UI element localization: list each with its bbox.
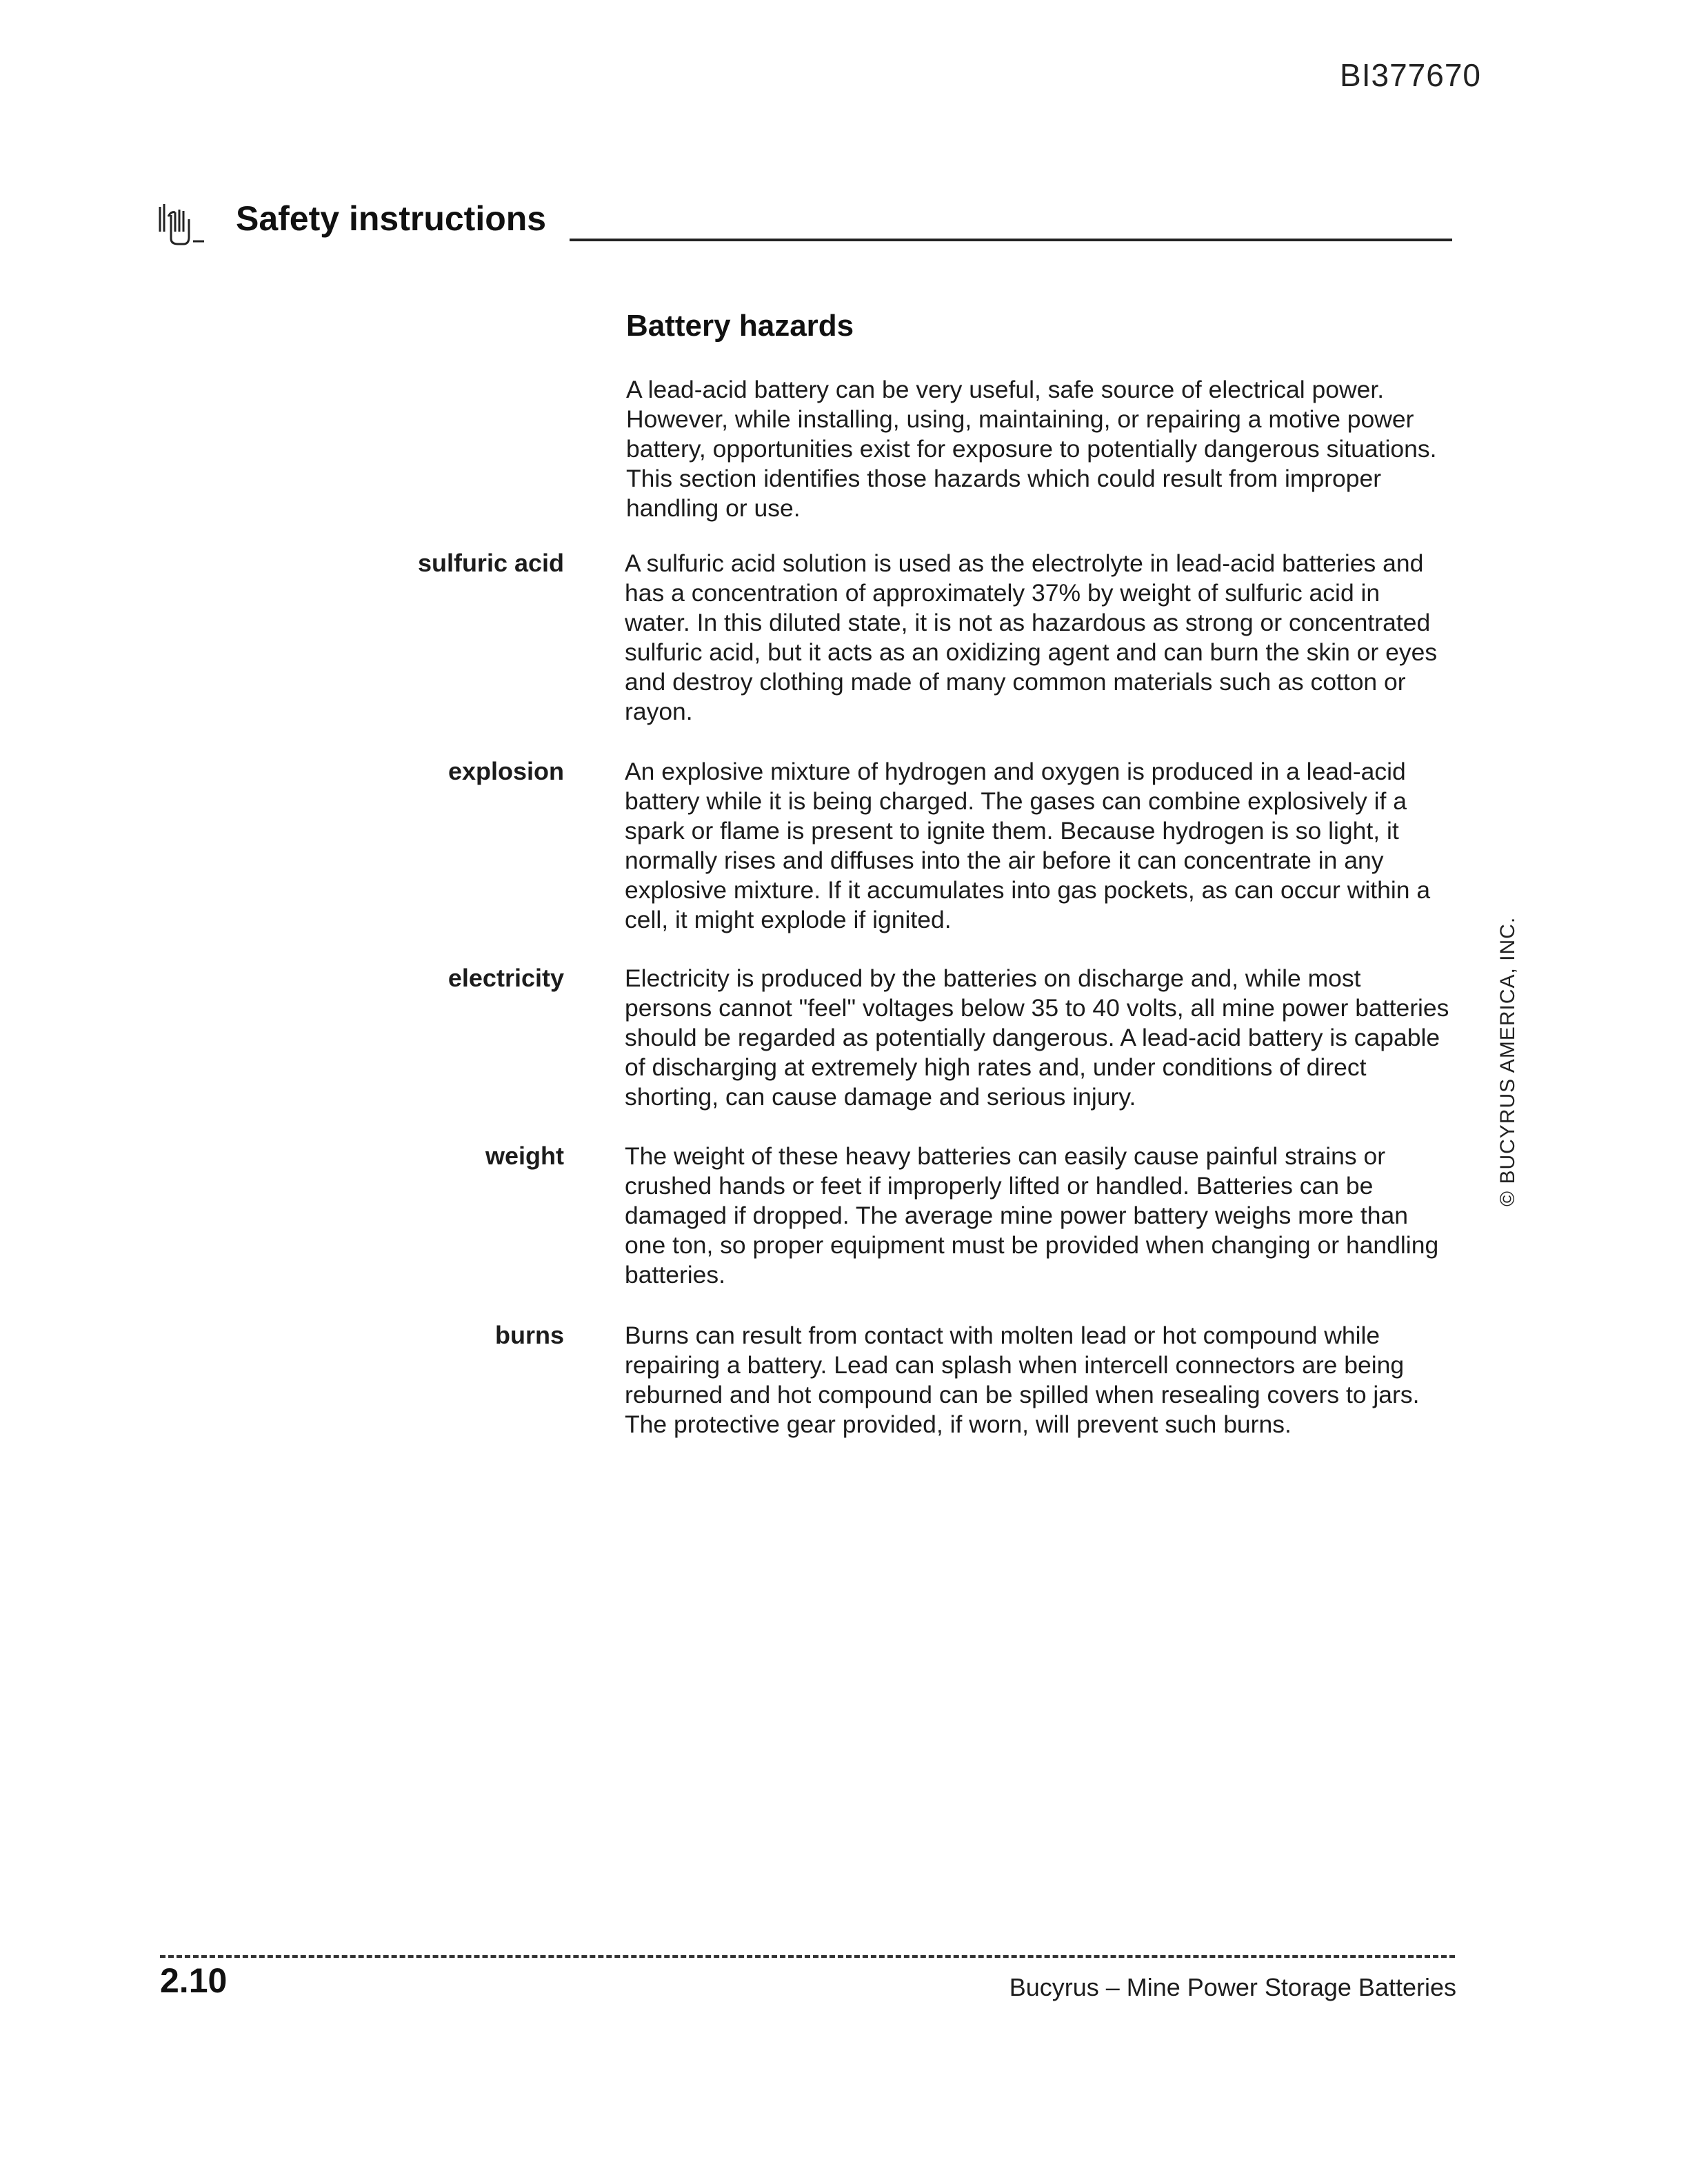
hazard-label: weight <box>485 1142 564 1170</box>
section-title: Battery hazards <box>626 309 854 343</box>
page-title: Safety instructions <box>236 199 547 238</box>
header-divider <box>570 239 1452 241</box>
hazard-label: burns <box>494 1321 564 1349</box>
section-intro: A lead-acid battery can be very useful, safe source of electrical power. However, while installing, using, maintaining, or repairing a motive power battery, opportunities exist for exposure to potentially dangerous situations. This section identifies those hazards which could result from improper handling or use. <box>626 376 1437 522</box>
hazard-label: sulfuric acid <box>417 549 564 577</box>
hazard-label: electricity <box>448 964 564 992</box>
page-header <box>156 199 1452 247</box>
hazard-description: An explosive mixture of hydrogen and oxygen is produced in a lead-acid battery while it is being charged. The gases can combine explosively if a spark or flame is present to ignite them. Because hydrogen is so light, it normally rises and diffuses into the air before it can concentrate in any explosive mixture. If it accumulates into gas pockets, as can occur within a cell, it might explode if ignited. <box>625 758 1431 933</box>
hazard-description: Electricity is produced by the batteries on discharge and, while most persons cannot "feel" voltages below 35 to 40 volts, all mine power batteries should be regarded as potentially dangerous. A lead-acid battery is capable of discharging at extremely high rates and, under conditions of direct shorting, can cause damage and serious injury. <box>625 964 1449 1111</box>
footer-title: Bucyrus – Mine Power Storage Batteries <box>1009 1973 1456 2001</box>
safety-hand-icon <box>156 201 205 245</box>
hazard-label: explosion <box>448 757 564 785</box>
hazard-description: A sulfuric acid solution is used as the electrolyte in lead-acid batteries and has a concentration of approximately 37% by weight of sulfuric acid in water. In this diluted state, it is not as hazardous as strong or concentrated sulfuric acid, but it acts as an oxidizing agent and can burn the skin or eyes and destroy clothing made of many common materials such as cotton or rayon. <box>625 549 1438 725</box>
hazard-description: Burns can result from contact with molten lead or hot compound while repairing a battery. Lead can splash when intercell connectors are being reburned and hot compound can be spilled when resealing covers to jars. The protective gear provided, if worn, will prevent such burns. <box>625 1322 1420 1438</box>
document-id: BI377670 <box>1340 57 1481 93</box>
hazard-description: The weight of these heavy batteries can easily cause painful strains or crushed hands or feet if improperly lifted or handled. Batteries can be damaged if dropped. The average mine power battery weighs more than one ton, so proper equipment must be provided when changing or handling batteries. <box>625 1142 1439 1288</box>
footer-divider <box>160 1955 1455 1958</box>
page-number: 2.10 <box>160 1961 228 2000</box>
copyright-notice: © BUCYRUS AMERICA, INC. <box>1496 916 1519 1206</box>
